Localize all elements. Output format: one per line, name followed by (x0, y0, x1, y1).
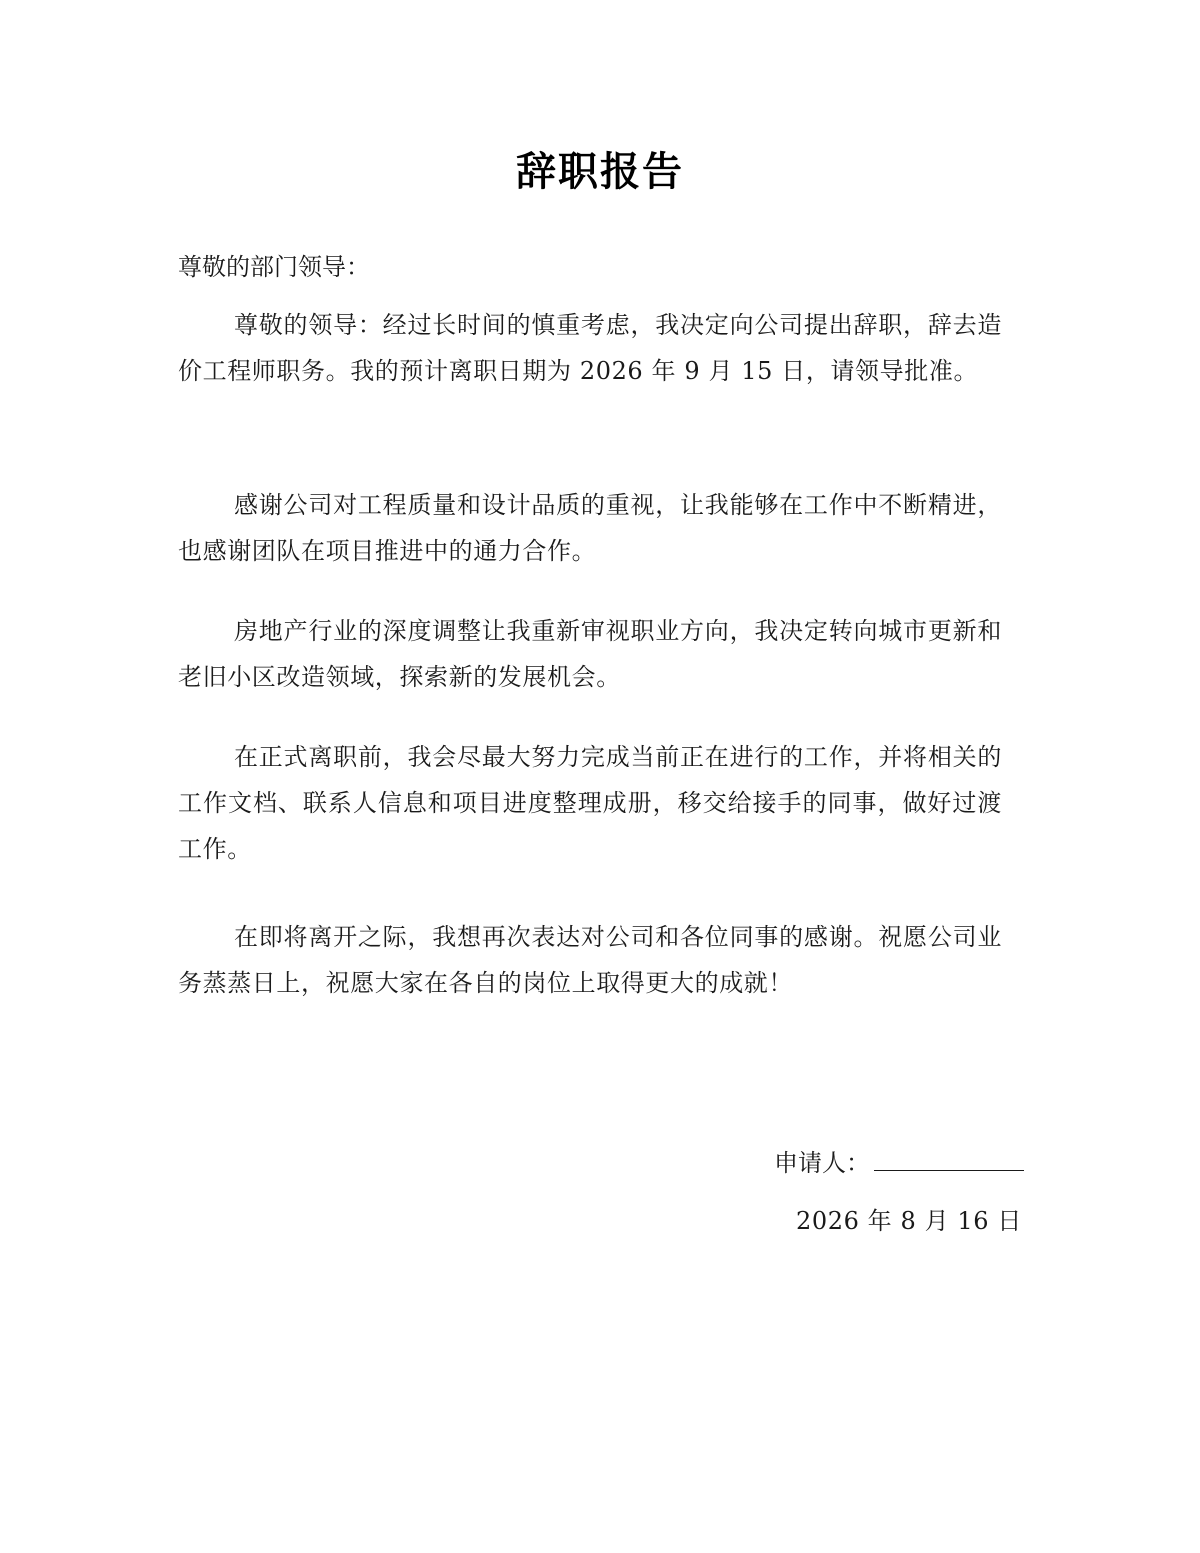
paragraph-handover: 在正式离职前，我会尽最大努力完成当前正在进行的工作，并将相关的工作文档、联系人信息和项目进度整理成册，移交给接手的同事，做好过渡工作。 (178, 743, 1002, 863)
signature-label: 申请人： (774, 1149, 870, 1177)
paragraph-career-direction: 房地产行业的深度调整让我重新审视职业方向，我决定转向城市更新和老旧小区改造领域，探索新的发展机会。 (178, 617, 1002, 691)
signature-line (874, 1140, 1024, 1171)
salutation: 尊敬的部门领导： (178, 253, 370, 281)
document-title: 辞职报告 (516, 149, 684, 195)
paragraph-resignation-notice: 尊敬的领导：经过长时间的慎重考虑，我决定向公司提出辞职，辞去造价工程师职务。我的预计离职日期为 2026 年 9 月 15 日，请领导批准。 (178, 311, 1002, 385)
paragraph-gratitude: 感谢公司对工程质量和设计品质的重视，让我能够在工作中不断精进，也感谢团队在项目推进中的通力合作。 (178, 491, 1002, 565)
document-date: 2026 年 8 月 16 日 (795, 1207, 1022, 1235)
paragraph-farewell: 在即将离开之际，我想再次表达对公司和各位同事的感谢。祝愿公司业务蒸蒸日上，祝愿大家在各自的岗位上取得更大的成就！ (178, 923, 1002, 997)
signature-row (774, 1140, 1024, 1186)
